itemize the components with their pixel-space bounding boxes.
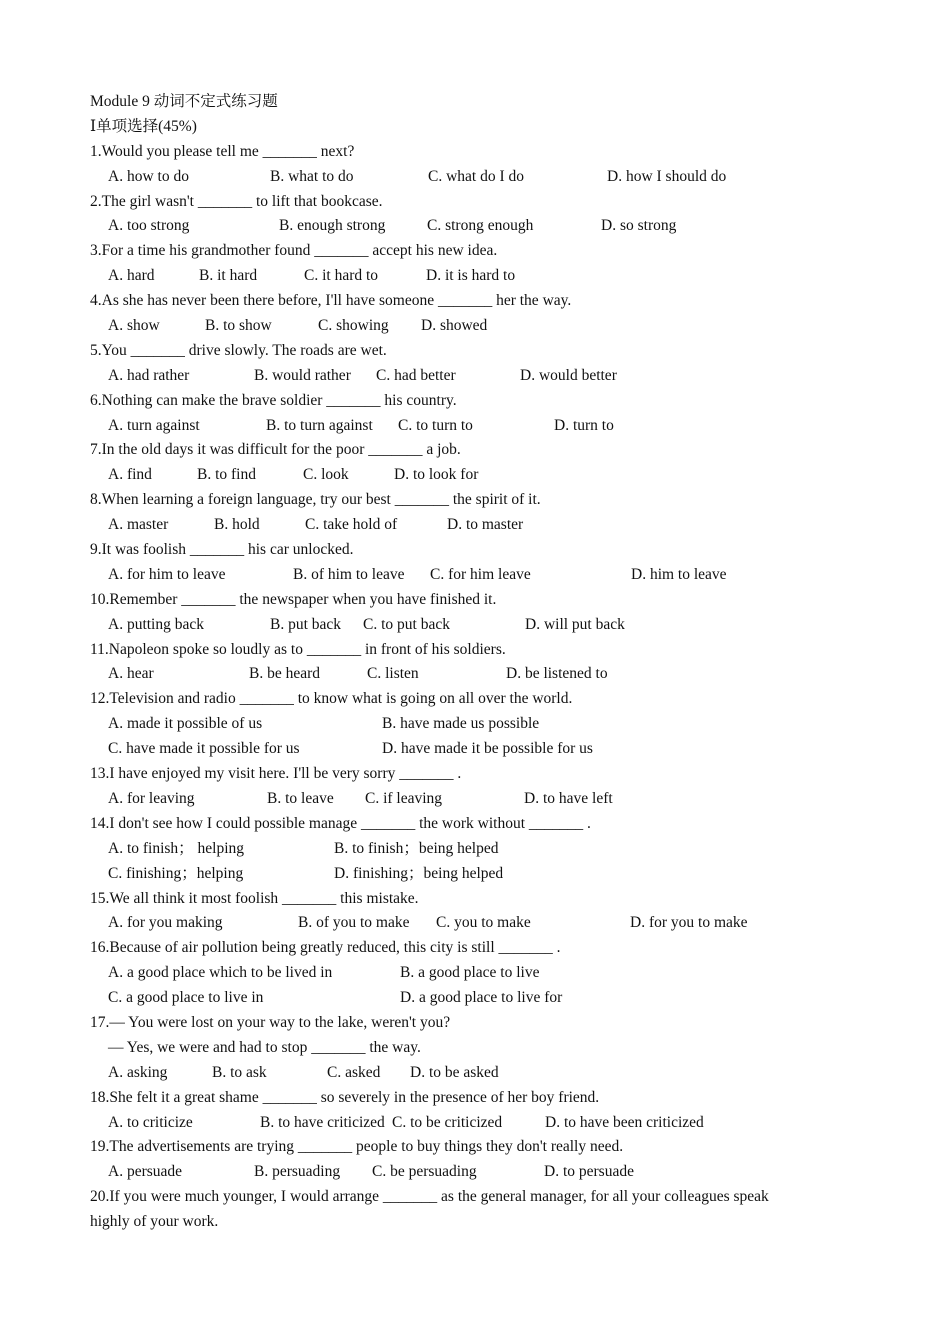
answer-option-c[interactable]: C. had better xyxy=(376,366,456,384)
answer-option-b[interactable]: B. to leave xyxy=(267,789,334,807)
answer-option-d[interactable]: D. a good place to live for xyxy=(400,989,563,1007)
answer-option-d[interactable]: D. to have left xyxy=(524,789,613,807)
option-row xyxy=(90,837,870,862)
answer-option-a[interactable]: A. had rather xyxy=(108,366,190,384)
answer-option-a[interactable]: A. too strong xyxy=(108,217,190,235)
option-row xyxy=(90,1111,870,1136)
answer-option-c[interactable]: C. have made it possible for us xyxy=(108,740,300,758)
answer-option-d[interactable]: D. have made it be possible for us xyxy=(382,740,593,758)
question-stem: 5.You _______ drive slowly. The roads are wet. xyxy=(90,341,387,359)
option-row xyxy=(90,214,870,239)
answer-option-a[interactable]: A. master xyxy=(108,516,169,534)
option-row xyxy=(90,264,870,289)
option-row xyxy=(90,862,870,887)
answer-option-c[interactable]: C. look xyxy=(303,466,349,484)
answer-option-a[interactable]: A. hard xyxy=(108,267,155,285)
answer-option-a[interactable]: A. made it possible of us xyxy=(108,715,263,733)
question-stem: 16.Because of air pollution being greatly reduced, this city is still _______ . xyxy=(90,939,561,957)
answer-option-b[interactable]: B. to finish；being helped xyxy=(334,839,499,857)
option-row xyxy=(90,911,870,936)
question-list xyxy=(90,140,870,1235)
worksheet-page xyxy=(90,90,870,1235)
answer-option-c[interactable]: C. it hard to xyxy=(304,267,379,285)
answer-option-a[interactable]: A. find xyxy=(108,466,152,484)
answer-option-d[interactable]: D. finishing；being helped xyxy=(334,864,504,882)
question-stem: 3.For a time his grandmother found _______ accept his new idea. xyxy=(90,242,498,260)
answer-option-c[interactable]: C. what do I do xyxy=(428,167,525,185)
answer-option-c[interactable]: C. showing xyxy=(318,317,389,335)
answer-option-a[interactable]: A. to criticize xyxy=(108,1113,193,1131)
question-stem: 7.In the old days it was difficult for the poor _______ a job. xyxy=(90,441,461,459)
option-row xyxy=(90,787,870,812)
answer-option-d[interactable]: D. to master xyxy=(447,516,524,534)
answer-option-c[interactable]: C. a good place to live in xyxy=(108,989,264,1007)
answer-option-b[interactable]: B. a good place to live xyxy=(400,964,540,982)
question-stem: 1.Would you please tell me _______ next? xyxy=(90,142,355,160)
answer-option-a[interactable]: A. for him to leave xyxy=(108,565,226,583)
option-row xyxy=(90,414,870,439)
option-row xyxy=(90,1160,870,1185)
answer-option-d[interactable]: D. will put back xyxy=(525,615,625,633)
answer-option-b[interactable]: B. would rather xyxy=(254,366,351,384)
question-stem: 8.When learning a foreign language, try our best _______ the spirit of it. xyxy=(90,491,541,509)
answer-option-c[interactable]: C. for him leave xyxy=(430,565,531,583)
answer-option-b[interactable]: B. have made us possible xyxy=(382,715,540,733)
answer-option-a[interactable]: A. show xyxy=(108,317,160,335)
answer-option-d[interactable]: D. him to leave xyxy=(631,565,727,583)
answer-option-d[interactable]: D. to look for xyxy=(394,466,479,484)
answer-option-b[interactable]: B. put back xyxy=(270,615,342,633)
answer-option-c[interactable]: C. asked xyxy=(327,1063,381,1081)
question-stem: 11.Napoleon spoke so loudly as to _______ in front of his soldiers. xyxy=(90,640,506,658)
answer-option-a[interactable]: A. asking xyxy=(108,1063,168,1081)
answer-option-b[interactable]: B. hold xyxy=(214,516,260,534)
answer-option-c[interactable]: C. to turn to xyxy=(398,416,473,434)
answer-option-b[interactable]: B. enough strong xyxy=(279,217,386,235)
option-row xyxy=(90,662,870,687)
worksheet-title: Module 9 动词不定式练习题 xyxy=(90,93,278,110)
question-stem: 13.I have enjoyed my visit here. I'll be very sorry _______ . xyxy=(90,765,462,783)
question-dialogue-reply: — Yes, we were and had to stop _______ the way. xyxy=(108,1038,421,1056)
question-stem: 2.The girl wasn't _______ to lift that bookcase. xyxy=(90,192,383,210)
answer-option-b[interactable]: B. persuading xyxy=(254,1163,341,1181)
question-stem: 15.We all think it most foolish _______ this mistake. xyxy=(90,889,419,907)
option-row xyxy=(90,737,870,762)
answer-option-c[interactable]: C. finishing；helping xyxy=(108,864,244,882)
answer-option-d[interactable]: D. turn to xyxy=(554,416,614,434)
answer-option-d[interactable]: D. it is hard to xyxy=(426,267,516,285)
option-row xyxy=(90,961,870,986)
option-row xyxy=(90,513,870,538)
answer-option-d[interactable]: D. would better xyxy=(520,366,617,384)
answer-option-b[interactable]: B. to find xyxy=(197,466,256,484)
option-row xyxy=(90,463,870,488)
question-stem: 12.Television and radio _______ to know what is going on all over the world. xyxy=(90,690,573,708)
answer-option-b[interactable]: B. to show xyxy=(205,317,272,335)
option-row xyxy=(90,613,870,638)
answer-option-a[interactable]: A. turn against xyxy=(108,416,200,434)
section-heading: Ⅰ单项选择(45%) xyxy=(90,117,197,135)
answer-option-d[interactable]: D. to have been criticized xyxy=(545,1113,704,1131)
answer-option-b[interactable]: B. to have criticized xyxy=(260,1113,385,1131)
answer-option-b[interactable]: B. be heard xyxy=(249,665,321,683)
answer-option-c[interactable]: C. strong enough xyxy=(427,217,534,235)
question-stem: 10.Remember _______ the newspaper when you have finished it. xyxy=(90,590,497,608)
answer-option-b[interactable]: B. to turn against xyxy=(266,416,373,434)
answer-option-b[interactable]: B. what to do xyxy=(270,167,354,185)
option-row xyxy=(90,165,870,190)
option-row xyxy=(90,986,870,1011)
question-stem: 9.It was foolish _______ his car unlocked. xyxy=(90,541,354,559)
question-stem: 20.If you were much younger, I would arrange _______ as the general manager, for all your colleagues speak xyxy=(90,1188,769,1206)
question-stem: 18.She felt it a great shame _______ so severely in the presence of her boy friend. xyxy=(90,1088,600,1106)
answer-option-b[interactable]: B. it hard xyxy=(199,267,258,285)
question-stem: 17.— You were lost on your way to the lake, weren't you? xyxy=(90,1013,451,1031)
question-stem: 14.I don't see how I could possible manage _______ the work without _______ . xyxy=(90,814,591,832)
answer-option-a[interactable]: A. putting back xyxy=(108,615,204,633)
question-stem: 19.The advertisements are trying _______ people to buy things they don't really need. xyxy=(90,1138,624,1156)
answer-option-d[interactable]: D. how I should do xyxy=(607,167,727,185)
answer-option-b[interactable]: B. to ask xyxy=(212,1063,267,1081)
answer-option-d[interactable]: D. for you to make xyxy=(630,914,748,932)
answer-option-a[interactable]: A. how to do xyxy=(108,167,189,185)
answer-option-b[interactable]: B. of you to make xyxy=(298,914,410,932)
option-row xyxy=(90,1061,870,1086)
question-stem-continued: highly of your work. xyxy=(90,1213,219,1231)
answer-option-d[interactable]: D. to be asked xyxy=(410,1063,499,1081)
answer-option-a[interactable]: A. for leaving xyxy=(108,789,195,807)
answer-option-c[interactable]: C. to be criticized xyxy=(392,1113,503,1131)
answer-option-c[interactable]: C. listen xyxy=(367,665,419,683)
answer-option-d[interactable]: D. so strong xyxy=(601,217,677,235)
answer-option-a[interactable]: A. hear xyxy=(108,665,154,683)
answer-option-c[interactable]: C. be persuading xyxy=(372,1163,477,1181)
answer-option-a[interactable]: A. persuade xyxy=(108,1163,183,1181)
answer-option-c[interactable]: C. take hold of xyxy=(305,516,398,534)
question-stem: 4.As she has never been there before, I'll have someone _______ her the way. xyxy=(90,292,572,310)
option-row xyxy=(90,712,870,737)
answer-option-d[interactable]: D. to persuade xyxy=(544,1163,634,1181)
question-stem: 6.Nothing can make the brave soldier _______ his country. xyxy=(90,391,457,409)
answer-option-c[interactable]: C. if leaving xyxy=(365,789,443,807)
answer-option-a[interactable]: A. for you making xyxy=(108,914,223,932)
answer-option-a[interactable]: A. a good place which to be lived in xyxy=(108,964,333,982)
option-row xyxy=(90,563,870,588)
answer-option-c[interactable]: C. you to make xyxy=(436,914,531,932)
option-row xyxy=(90,364,870,389)
answer-option-d[interactable]: D. showed xyxy=(421,317,488,335)
answer-option-d[interactable]: D. be listened to xyxy=(506,665,608,683)
answer-option-c[interactable]: C. to put back xyxy=(363,615,450,633)
option-row xyxy=(90,314,870,339)
answer-option-a[interactable]: A. to finish； helping xyxy=(108,839,245,857)
answer-option-b[interactable]: B. of him to leave xyxy=(293,565,405,583)
